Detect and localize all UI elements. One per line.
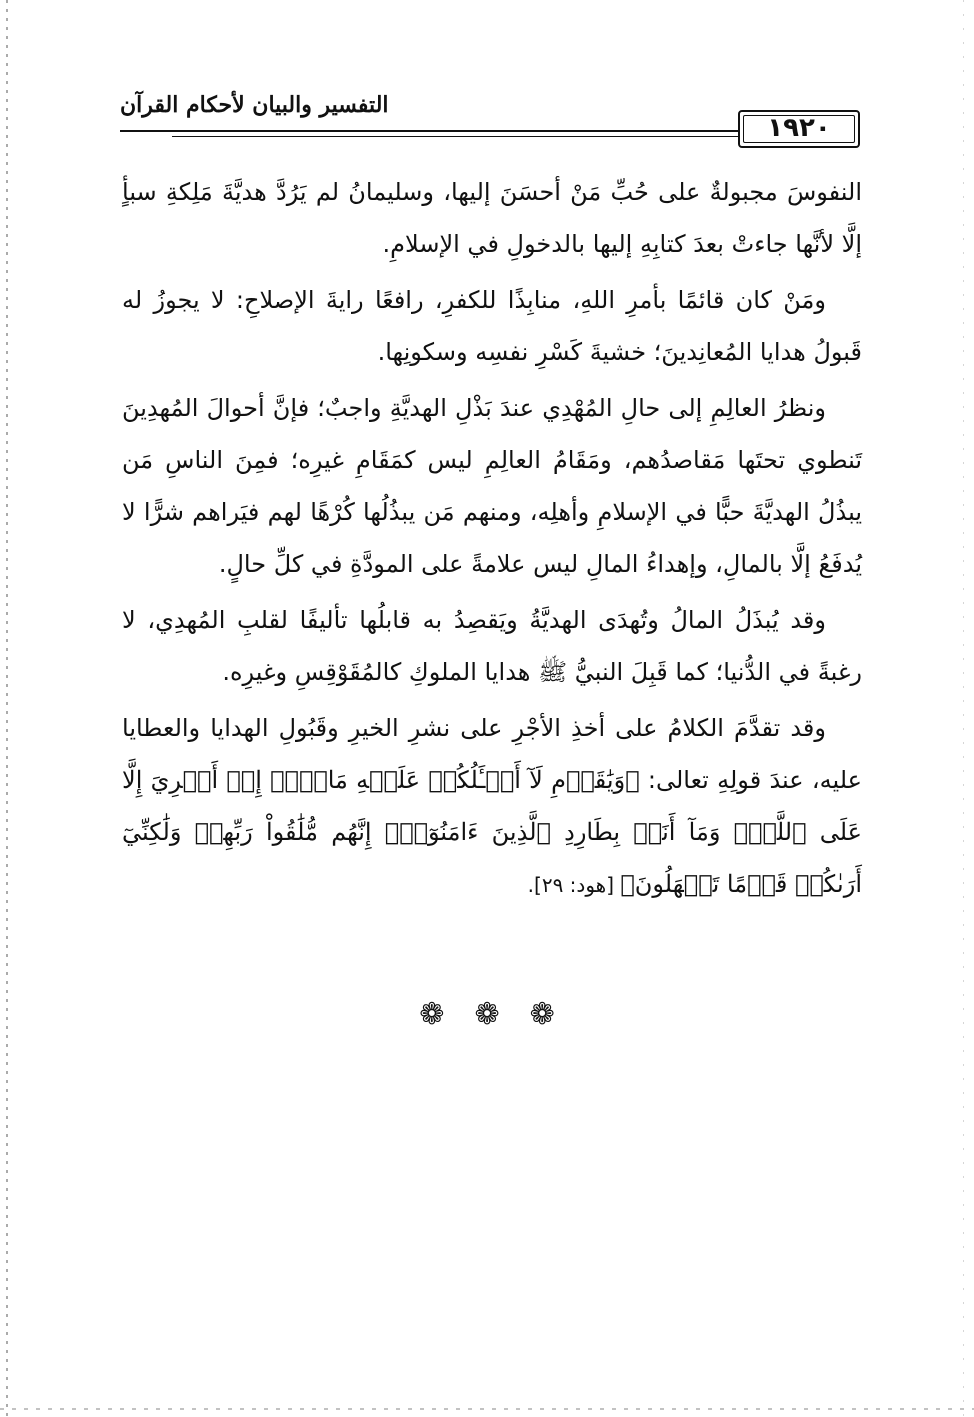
paragraph-5 [122,702,862,911]
page-number-box [738,110,860,148]
ornament-flower-icon: ❁ [529,997,555,1032]
verse-reference: [هود: ٢٩]. [527,873,621,897]
ornament-flower-icon: ❁ [474,997,500,1032]
book-title: التفسير والبيان لأحكام القرآن [120,92,389,118]
quran-verse: ﴿وَيَٰقَوۡمِ لَآ أَسۡـَٔلُكُمۡ عَلَيۡهِ مَالًاۖ إِنۡ أَجۡرِيَ إِلَّا عَلَى ٱللَّهِۚ وَمَآ أَنَا۠ بِطَارِدِ ٱلَّذِينَ ءَامَنُوٓاْۚ إِنَّهُم مُّلَٰقُواْ رَبِّهِمۡ وَلَٰكِنِّيٓ أَرَىٰكُمۡ قَوۡمًا تَجۡهَلُونَ﴾ [122,766,862,898]
paragraph-3: ونظرُ العالِمِ إلى حالِ المُهْدِي عندَ بَذْلِ الهديَّةِ واجبٌ؛ فإنَّ أحوالَ المُهدِينَ تَنطوي تحتَها مَقاصدُهم، ومَقَامُ العالِمِ ليس كمَقَامِ غيرِه؛ فمِنَ الناسِ مَن يبذُلُ الهديَّةَ حبًّا في الإسلامِ وأهلِه، ومنهم مَن يبذُلُها كُرْهًا لهم فيَراهم شرًّا لا يُدفَعُ إلَّا بالمالِ، وإهداءُ المالِ ليس علامةً على المودَّةِ في كلِّ حالٍ. [122,394,862,578]
scan-edge-bottom [0,1408,974,1410]
paragraph-1: النفوسَ مجبولةٌ على حُبِّ مَنْ أحسَنَ إليها، وسليمانُ لم يَرُدَّ هديَّةَ مَلِكةِ سبأٍ إلَّا لأنَّها جاءتْ بعدَ كتابِهِ إليها بالدخولِ في الإسلامِ. [122,178,862,258]
scan-edge-right [963,0,964,1417]
section-end-ornaments [0,997,974,1032]
ornament-flower-icon: ❁ [419,997,445,1032]
page-header [120,92,860,152]
page-number: ١٩٢٠ [767,113,831,143]
paragraph-2: ومَنْ كان قائمًا بأمرِ اللهِ، منابِذًا للكفرِ، رافعًا رايةَ الإصلاحِ: لا يجوزُ له قَبولُ هدايا المُعانِدينَ؛ خشيةَ كَسْرِ نفسِه وسكونِها. [122,286,862,366]
paragraph-4: وقد يُبذَلُ المالُ وتُهدَى الهديَّةُ ويَقصِدُ به قابلُها تأليفًا لقلبِ المُهدِي، لا رغبةً في الدُّنيا؛ كما قَبِلَ النبيُّ ﷺ هدايا الملوكِ كالمُقَوْقِسِ وغيرِه. [122,606,862,686]
scan-edge-left [6,0,8,1417]
main-text [122,166,862,911]
paragraph-5-text: وقد تقدَّمَ الكلامُ على أخذِ الأجْرِ على نشرِ الخيرِ وقَبُولِ الهدايا والعطايا عليه، عندَ قولِهِ تعالى: [122,714,862,794]
